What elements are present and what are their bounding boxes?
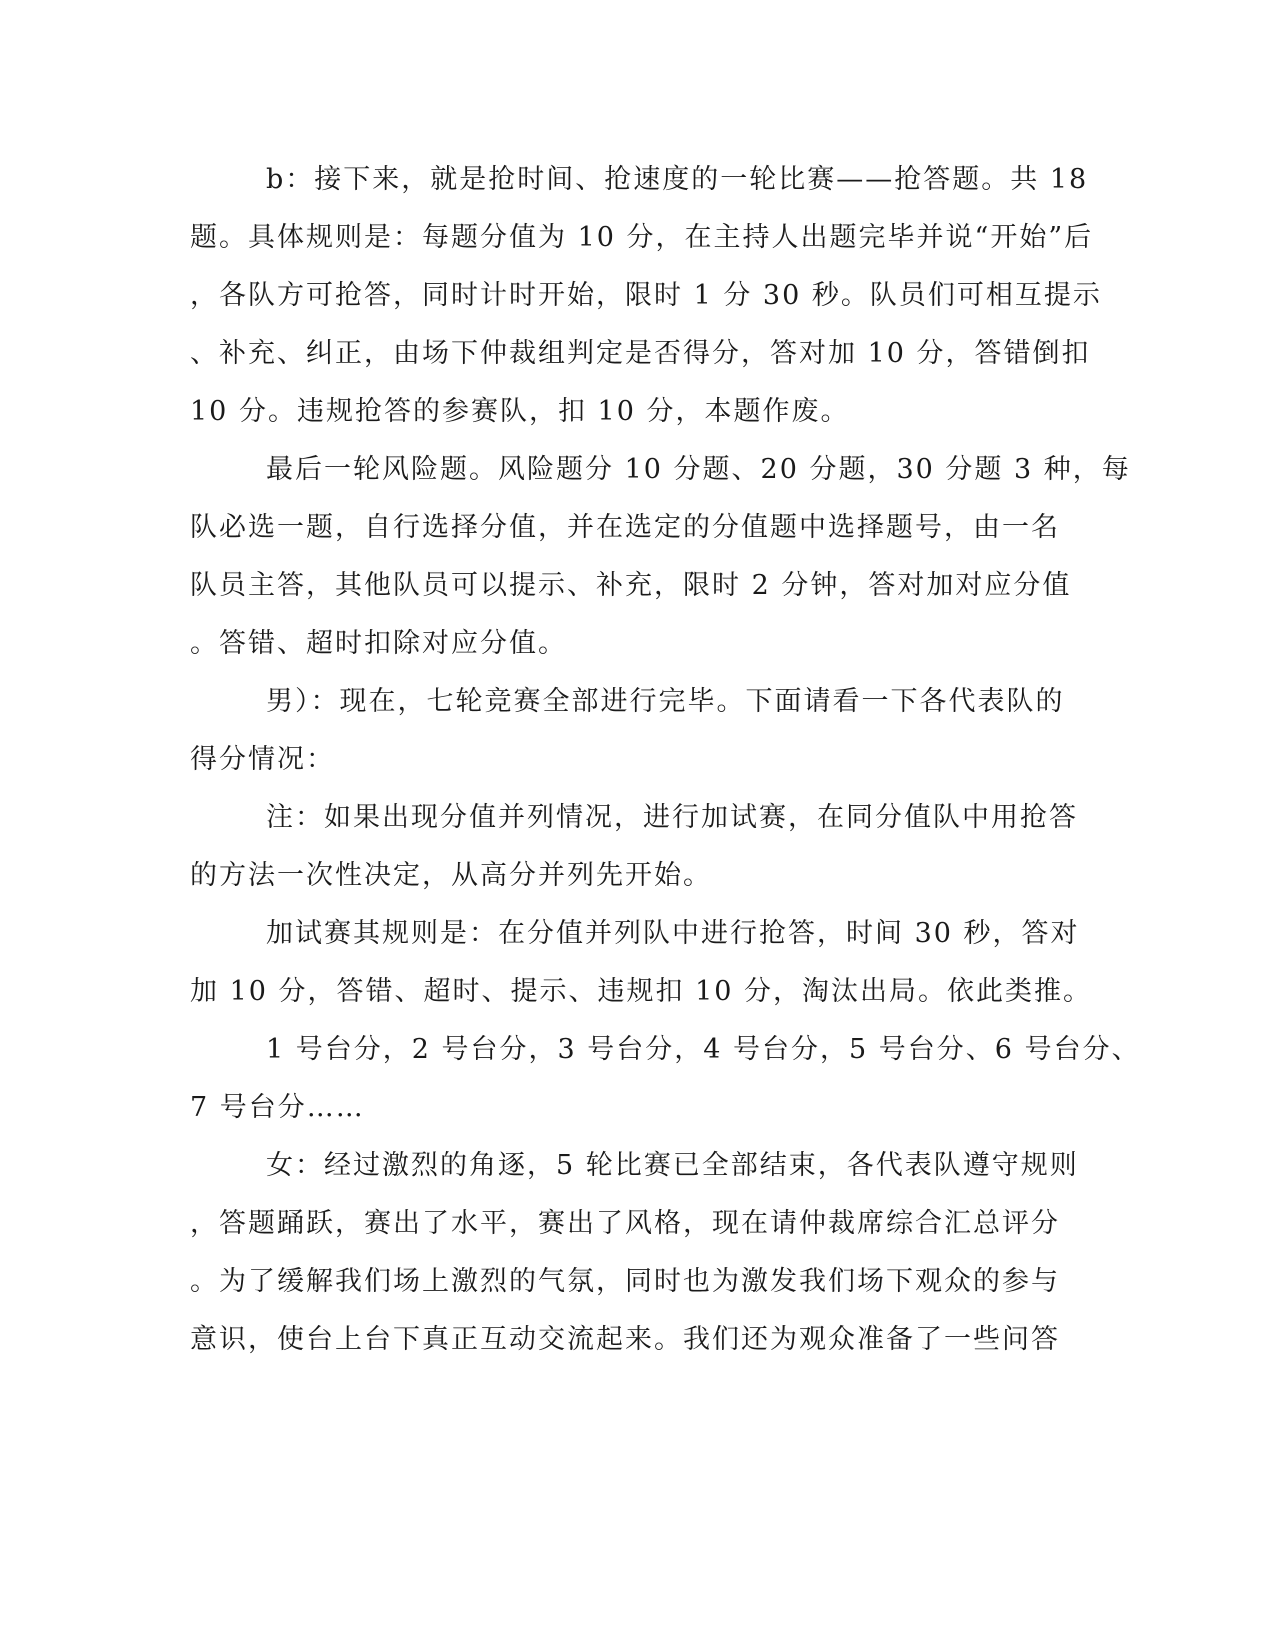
paragraph-line: 7 号台分…… xyxy=(190,1092,365,1123)
paragraph-line: 题。具体规则是：每题分值为 10 分，在主持人出题完毕并说“开始”后 xyxy=(190,222,1094,253)
paragraph-line: 女：经过激烈的角逐，5 轮比赛已全部结束，各代表队遵守规则 xyxy=(266,1150,1079,1181)
paragraph-line: 的方法一次性决定，从高分并列先开始。 xyxy=(190,860,712,891)
paragraph-line: 1 号台分，2 号台分，3 号台分，4 号台分，5 号台分、6 号台分、 xyxy=(266,1034,1141,1065)
paragraph-line: 。为了缓解我们场上激烈的气氛，同时也为激发我们场下观众的参与 xyxy=(190,1266,1060,1297)
paragraph-line: 意识，使台上台下真正互动交流起来。我们还为观众准备了一些问答 xyxy=(190,1324,1060,1355)
paragraph-line: 。答错、超时扣除对应分值。 xyxy=(190,628,567,659)
paragraph-line: b：接下来，就是抢时间、抢速度的一轮比赛——抢答题。共 18 xyxy=(266,164,1089,195)
paragraph-line: ，答题踊跃，赛出了水平，赛出了风格，现在请仲裁席综合汇总评分 xyxy=(190,1208,1060,1239)
paragraph-line: 得分情况： xyxy=(190,744,335,775)
paragraph-line: 10 分。违规抢答的参赛队，扣 10 分，本题作废。 xyxy=(190,396,850,427)
paragraph-line: 注：如果出现分值并列情况，进行加试赛，在同分值队中用抢答 xyxy=(266,802,1078,833)
paragraph-line: 加试赛其规则是：在分值并列队中进行抢答，时间 30 秒，答对 xyxy=(266,918,1080,949)
paragraph-line: 、补充、纠正，由场下仲裁组判定是否得分，答对加 10 分，答错倒扣 xyxy=(190,338,1091,369)
paragraph-line: 队必选一题，自行选择分值，并在选定的分值题中选择题号，由一名 xyxy=(190,512,1060,543)
paragraph-line: 男）：现在，七轮竞赛全部进行完毕。下面请看一下各代表队的 xyxy=(266,686,1065,717)
paragraph-line: ，各队方可抢答，同时计时开始，限时 1 分 30 秒。队员们可相互提示 xyxy=(190,280,1102,311)
paragraph-line: 加 10 分，答错、超时、提示、违规扣 10 分，淘汰出局。依此类推。 xyxy=(190,976,1093,1007)
paragraph-line: 最后一轮风险题。风险题分 10 分题、20 分题，30 分题 3 种，每 xyxy=(266,454,1131,485)
paragraph-line: 队员主答，其他队员可以提示、补充，限时 2 分钟，答对加对应分值 xyxy=(190,570,1072,601)
